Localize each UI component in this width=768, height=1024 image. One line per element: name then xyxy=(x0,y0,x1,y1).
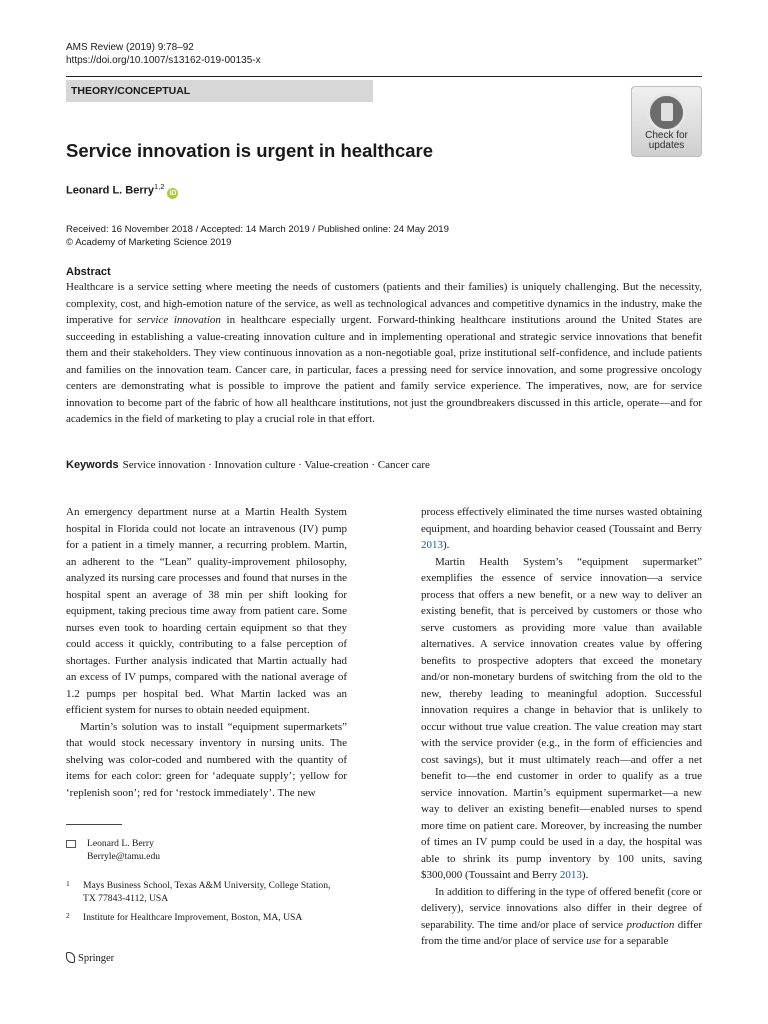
author-affil-marks: 1,2 xyxy=(154,182,165,191)
affiliation-2: Institute for Healthcare Improvement, Boston, MA, USA xyxy=(83,912,303,923)
contact-email[interactable]: Berryle@tamu.edu xyxy=(87,850,161,862)
article-title: Service innovation is urgent in healthcare xyxy=(66,140,434,161)
copyright-line: © Academy of Marketing Science 2019 xyxy=(66,236,232,248)
author-line xyxy=(66,182,178,199)
corresponding-author xyxy=(87,838,160,863)
body-paragraph: Martin’s solution was to install “equipment supermarkets” that would stock necessary inventory in nursing units. The shelving was color-coded and numbered with the quantity of items for each color: green for ‘adequate supply’; yellow for ‘replenish soon’; red for ‘restock immediately’. The new xyxy=(66,720,347,799)
footnote-rule xyxy=(66,824,122,825)
doi-link[interactable]: https://doi.org/10.1007/s13162-019-00135-x xyxy=(66,55,261,66)
left-column xyxy=(66,504,347,801)
section-label: THEORY/CONCEPTUAL xyxy=(66,80,373,102)
affil1-number: 1 xyxy=(66,879,70,888)
author-name: Leonard L. Berry xyxy=(66,184,155,197)
keywords-list: Service innovation · Innovation culture · Value-creation · Cancer care xyxy=(122,459,430,471)
journal-citation: AMS Review (2019) 9:78–92 xyxy=(66,42,194,53)
copyright-icon: © xyxy=(66,236,74,248)
citation-link[interactable]: 2013 xyxy=(559,869,582,881)
citation-link[interactable]: 2013 xyxy=(421,539,443,551)
right-column xyxy=(421,504,702,950)
contact-name: Leonard L. Berry xyxy=(87,838,154,849)
abstract-heading: Abstract xyxy=(66,266,111,278)
body-paragraph: Martin Health System’s “equipment supermarket” exemplifies the essence of service innovation—a service process that offers a new benefit, or a new way to deliver an existing benefit, that is perceived by customers or those who serve customers as providing more value than available alternatives. A service innovation creates value by offering benefits to prospective adopters that exceed the monetary and/or non-monetary burdens of switching from the old to the new, thereby leading to meaningful adoption. Successful innovation requires a change in behavior that is unlikely to occur without true value creation. The value creation may start with the service provider (e.g., in the form of efficiencies and cost savings), but it must ultimately reach—and offer a net benefit to—the end customer in order to qualify as a true service innovation. Martin’s equipment supermarket—a new way to deliver an existing benefit—enabled nurses to spend more time on patient care. Moreover, by increasing the number of times an IV pump could be used in a day, the hospital was able to shrink its pump inventory by 100 units, saving $300,000 (Toussaint and Berry 2013). xyxy=(421,555,702,881)
check-for-updates-badge[interactable] xyxy=(631,86,702,157)
keywords-label: Keywords xyxy=(66,459,119,471)
abstract-text: Healthcare is a service setting where meeting the needs of customers (patients and their families) is uniquely challenging. But the necessity, complexity, cost, and high-emotion nature of the service, as well as technological advances and competitive dynamics in the industry, make the imperative for service innovation in healthcare especially urgent. Forward-thinking healthcare institutions around the United States are succeeding in establishing a value-creating innovation culture and in implementing operational and strategic service innovations that benefit them and their stakeholders. They view continuous innovation as a non-negotiable goal, prize institutional self-confidence, and include patients and families on the innovation team. Cancer care, in particular, faces a pressing need for service innovation, and some progressive oncology centers are demonstrating what is possible to improve the patient and family service experience. The imperatives, now, are for service innovation to become part of the fabric of how all healthcare institutions, not just the groundbreakers discussed in this article, operate—and for academics in the field of marketing to play a crucial role in that effort. xyxy=(66,281,702,425)
check-for-updates-text: Check for updates xyxy=(645,130,688,151)
publisher-name: Springer xyxy=(78,953,115,964)
keywords xyxy=(66,459,430,471)
publisher-mark xyxy=(66,952,114,964)
publication-dates xyxy=(66,224,449,249)
springer-logo-icon xyxy=(66,952,75,963)
body-paragraph: An emergency department nurse at a Martin Health System hospital in Florida could not locate an intravenous (IV) pump for a patient in a timely manner, a recurring problem. Martin, an adherent to the “Lean” quality-improvement philosophy, analyzed its nursing care processes and found that nurses in the hospital spent an average of 38 min per shift looking for equipment, taking precious time away from patient care. Some nurses even took to hoarding certain equipment so that they could access it quickly, contributing to a false perception of shortages. Further analysis indicated that Martin actually had an excess of IV pumps, compared with the national average of 1.2 pumps per hospital bed. What Martin lacked was an efficient system for nurses to obtain needed equipment. xyxy=(66,506,347,716)
affil2-number: 2 xyxy=(66,911,70,920)
envelope-icon xyxy=(66,840,76,848)
body-paragraph: In addition to differing in the type of offered benefit (core or delivery), service innovations also differ in their degree of separability. The time and/or place of service production differ from the time and/or place of service use for a separable xyxy=(421,885,703,947)
date-history: Received: 16 November 2018 / Accepted: 14 March 2019 / Published online: 24 May 2019 xyxy=(66,224,449,235)
header-rule xyxy=(66,76,702,77)
bookmark-icon xyxy=(647,93,686,132)
journal-header xyxy=(66,41,261,67)
affiliation-1: Mays Business School, Texas A&M University, College Station, TX 77843-4112, USA xyxy=(83,880,331,904)
body-paragraph: process effectively eliminated the time nurses wasted obtaining equipment, and hoarding behavior ceased (Toussaint and Berry 2013). xyxy=(421,506,702,551)
orcid-icon[interactable]: iD xyxy=(169,189,177,197)
